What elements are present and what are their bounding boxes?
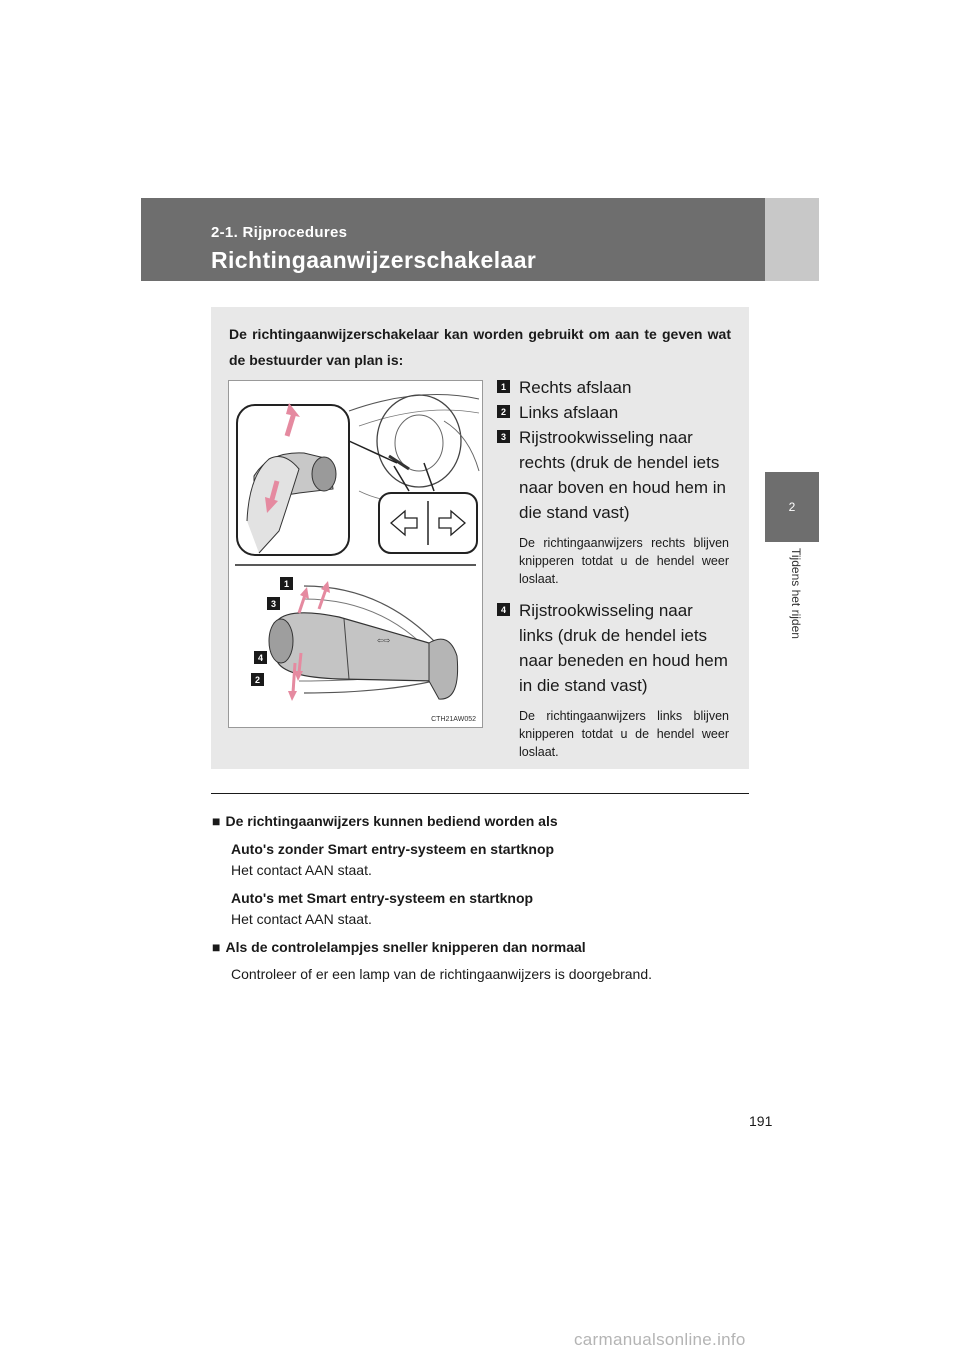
footer-watermark: carmanualsonline.info	[574, 1330, 746, 1349]
note-heading	[212, 936, 772, 958]
square-bullet-icon: ■	[212, 939, 221, 955]
chapter-tab[interactable]: 2	[765, 472, 819, 542]
legend-item	[497, 375, 729, 400]
callout-3: 3	[267, 597, 280, 610]
square-bullet-icon: ■	[212, 813, 221, 829]
section-divider	[211, 793, 749, 794]
legend-label: Rijstrookwisseling naar rechts (druk de hendel iets naar boven en houd hem in die stand vast)	[519, 428, 726, 522]
page-title: Richtingaanwijzerschakelaar	[211, 247, 537, 273]
legend-subtext: De richtingaanwijzers links blijven knipperen totdat u de hendel weer loslaat.	[519, 709, 729, 759]
notes	[212, 810, 772, 985]
turn-signal-figure	[228, 380, 483, 728]
callout-4: 4	[254, 651, 267, 664]
side-tab-top	[765, 198, 819, 281]
legend-number: 2	[497, 405, 510, 418]
note-block	[212, 838, 772, 930]
note-heading-text: Als de controlelampjes sneller knipperen dan normaal	[225, 939, 586, 955]
legend-item	[497, 425, 729, 588]
legend-label: Links afslaan	[519, 403, 619, 422]
section-label: 2-1. Rijprocedures	[211, 224, 348, 241]
legend	[497, 375, 729, 771]
legend-number: 1	[497, 380, 510, 393]
intro-box	[211, 307, 749, 769]
note-text: Controleer of er een lamp van de richtingaanwijzers is doorgebrand.	[231, 966, 653, 982]
note-subheading: Auto's met Smart entry-systeem en startknop	[231, 890, 534, 906]
legend-item	[497, 400, 729, 425]
page-number: 191	[749, 1113, 773, 1129]
legend-item	[497, 598, 729, 761]
legend-subtext: De richtingaanwijzers rechts blijven knipperen totdat u de hendel weer loslaat.	[519, 536, 729, 586]
legend-number: 3	[497, 430, 510, 443]
svg-text:⇦⇨: ⇦⇨	[377, 636, 391, 645]
turn-signal-illustration	[229, 381, 482, 727]
callout-1: 1	[280, 577, 293, 590]
callout-2: 2	[251, 673, 264, 686]
note-heading	[212, 810, 772, 832]
note-text: Het contact AAN staat.	[231, 911, 372, 927]
chapter-title: Tijdens het rijden	[789, 548, 803, 639]
note-subheading: Auto's zonder Smart entry-systeem en startknop	[231, 841, 555, 857]
note-heading-text: De richtingaanwijzers kunnen bediend worden als	[225, 813, 558, 829]
intro-text: De richtingaanwijzerschakelaar kan worden gebruikt om aan te geven wat de bestuurder van plan is:	[229, 326, 731, 368]
note-block	[212, 964, 772, 985]
note-text: Het contact AAN staat.	[231, 862, 372, 878]
legend-number: 4	[497, 603, 510, 616]
legend-label: Rechts afslaan	[519, 378, 632, 397]
header-band	[141, 198, 819, 281]
figure-code: CTH21AW052	[431, 716, 476, 723]
legend-label: Rijstrookwisseling naar links (druk de hendel iets naar beneden en houd hem in die stand vast)	[519, 601, 728, 695]
